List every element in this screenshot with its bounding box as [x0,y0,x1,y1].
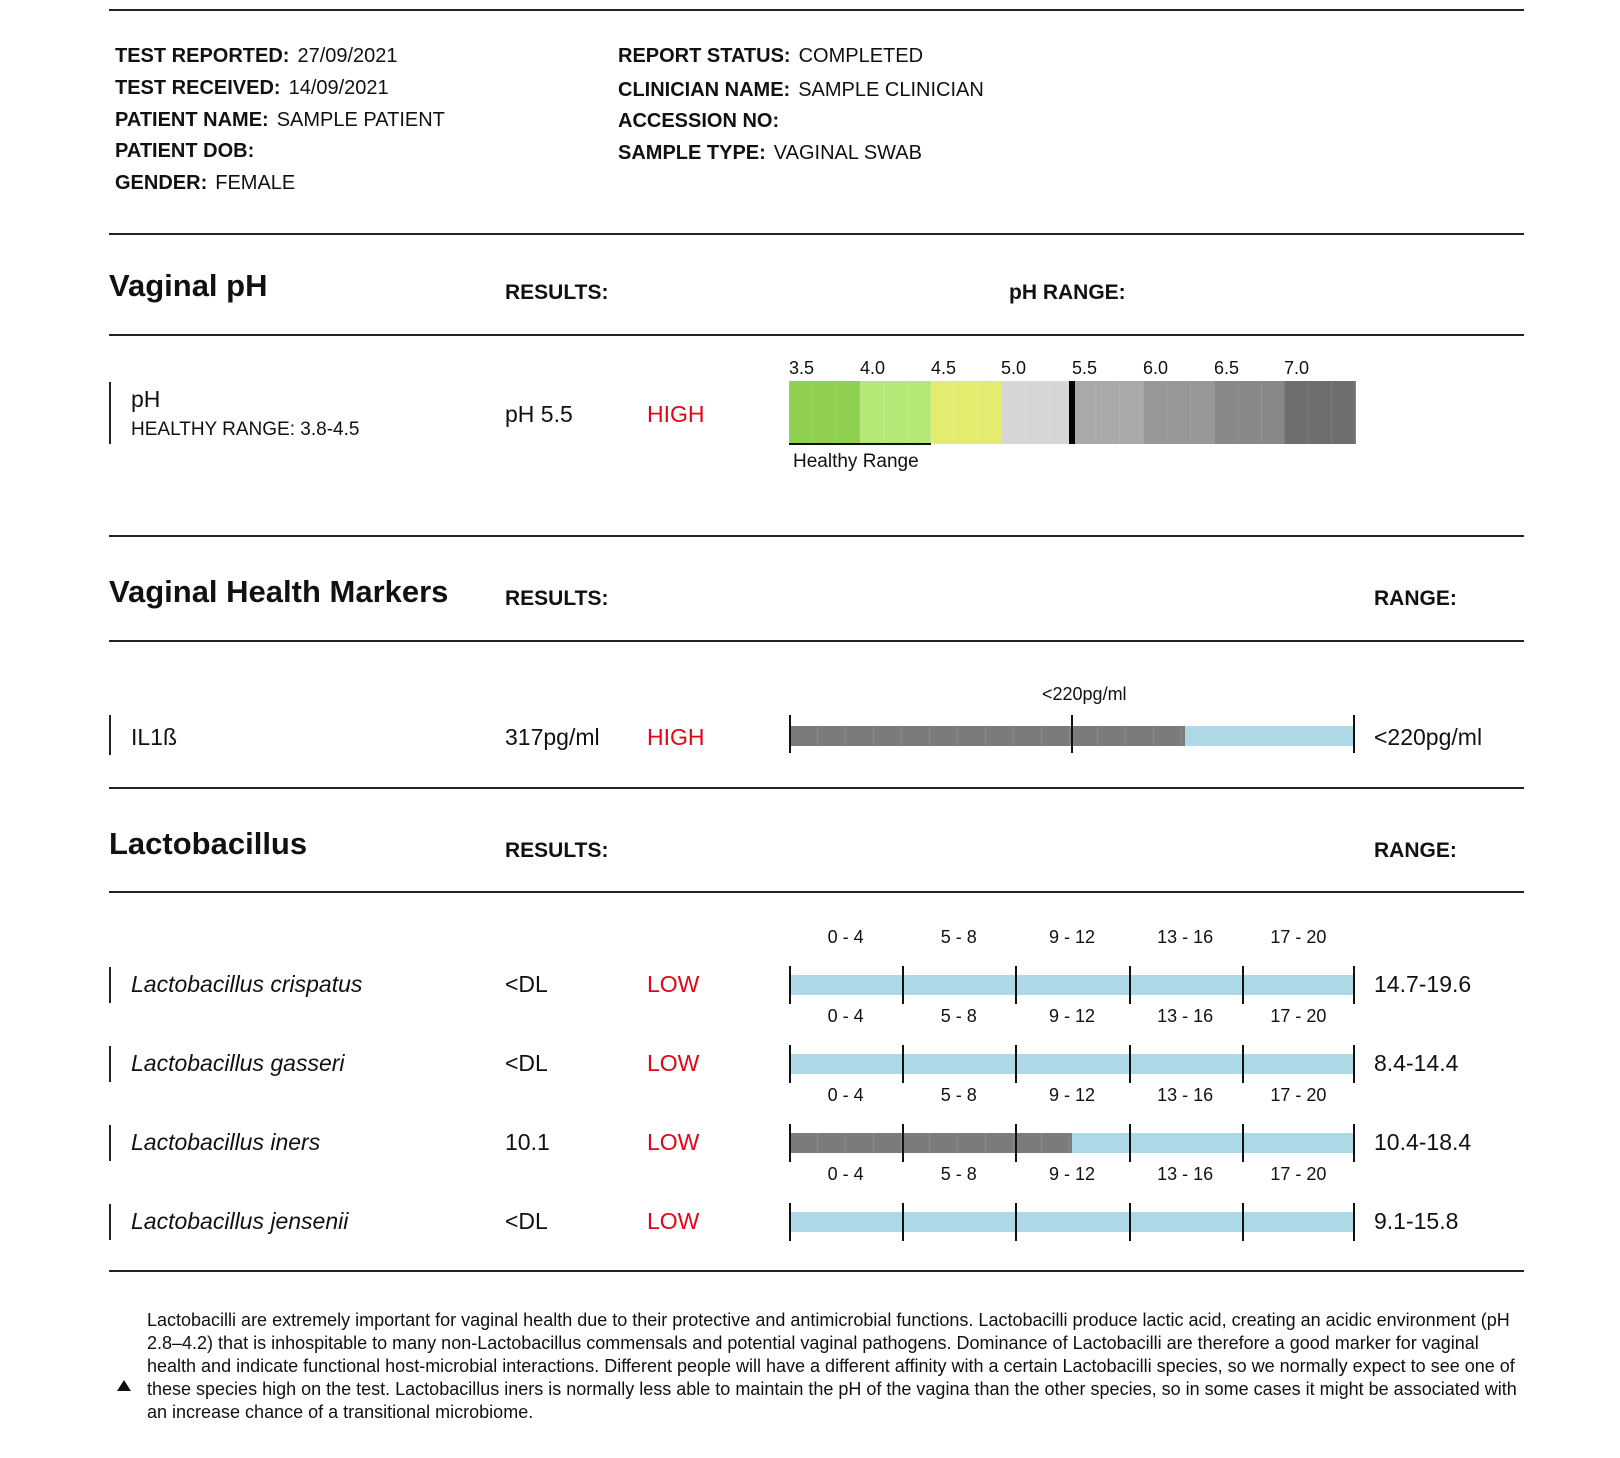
lacto-scale-label: 0 - 4 [827,1006,864,1026]
il1b-result-status: HIGH [647,724,705,750]
test-reported: TEST REPORTED: 27/09/2021 [115,45,398,67]
lacto-scale-tick [1129,1124,1131,1162]
sample-type: SAMPLE TYPE: VAGINAL SWAB [618,142,922,164]
lacto-scale-tick [1129,966,1131,1004]
lacto-scale-tick [1242,1045,1244,1083]
il1b-scale [789,715,1355,755]
ph-section-divider [109,334,1524,336]
markers-range-heading: RANGE: [1374,587,1457,610]
lacto-result-status: LOW [647,971,700,997]
ph-color-scale [789,381,1355,444]
lacto-scale-tick [1353,1203,1355,1241]
gender: GENDER: FEMALE [115,172,296,194]
lacto-scale-label: 13 - 16 [1157,1164,1214,1184]
ph-row-bar [109,382,111,444]
lacto-scale-label: 13 - 16 [1157,1085,1214,1105]
top-divider [109,9,1524,11]
lacto-scale-tick [1242,966,1244,1004]
lacto-scale-track [789,1212,1355,1232]
lacto-scale-tick [1242,1203,1244,1241]
lacto-scale-label: 9 - 12 [1048,1006,1095,1026]
lacto-scale-track [789,975,1355,995]
ph-scale-label: 7.0 [1284,358,1310,378]
lacto-scale-label: 0 - 4 [827,1164,864,1184]
lacto-scale-tick [1242,1124,1244,1162]
ph-scale-label: 3.5 [789,358,815,378]
lacto-scale-label: 13 - 16 [1157,927,1214,947]
lacto-scale-label: 5 - 8 [940,927,977,947]
ph-scale-segment [931,381,1002,444]
ph-scale-label: 5.5 [1072,358,1098,378]
lacto-scale-label: 17 - 20 [1270,1006,1327,1026]
ph-healthy-range-label: Healthy Range [793,451,919,472]
patient-name: PATIENT NAME: SAMPLE PATIENT [115,109,445,131]
lacto-scale-label: 9 - 12 [1048,927,1095,947]
lacto-scale-tick [1015,1124,1017,1162]
il1b-scale-fill [789,726,1185,746]
markers-bottom-divider [109,787,1524,789]
il1b-scale-start-tick [789,715,791,753]
ph-scale-label: 4.0 [860,358,886,378]
il1b-threshold-tick [1071,715,1073,753]
ph-scale-segment [1284,381,1355,444]
lacto-scale-tick [902,966,904,1004]
lacto-result-status: LOW [647,1129,700,1155]
lacto-result-value: <DL [505,971,548,997]
lacto-scale-tick [1353,1124,1355,1162]
il1b-row-bar [109,715,111,755]
lacto-scale-tick [902,1203,904,1241]
lacto-scale-tick [789,1124,791,1162]
lacto-scale-label: 17 - 20 [1270,927,1327,947]
lacto-section-title: Lactobacillus [109,826,308,861]
lacto-section-divider [109,891,1524,893]
lacto-scale-label: 0 - 4 [827,927,864,947]
lacto-row-name: Lactobacillus jensenii [131,1208,349,1234]
lacto-scale-label: 5 - 8 [940,1085,977,1105]
il1b-range: <220pg/ml [1374,724,1483,750]
lacto-scale-tick [902,1124,904,1162]
lacto-scale-tick [902,1045,904,1083]
header-divider [109,233,1524,235]
clinician-name: CLINICIAN NAME: SAMPLE CLINICIAN [618,79,984,101]
markers-section-divider [109,640,1524,642]
ph-scale-segment [1001,381,1072,444]
lacto-scale-tick [1015,966,1017,1004]
il1b-threshold-label: <220pg/ml [1042,684,1127,704]
lacto-range: 14.7-19.6 [1374,971,1472,997]
lacto-scale-tick [1015,1045,1017,1083]
lacto-scale-tick [789,1045,791,1083]
lacto-results-heading: RESULTS: [505,839,609,862]
ph-healthy-range-underline [789,443,931,445]
lacto-scale-tick [1129,1203,1131,1241]
lacto-scale-track [789,1054,1355,1074]
lacto-scale-label: 17 - 20 [1270,1085,1327,1105]
lacto-range: 9.1-15.8 [1374,1208,1459,1234]
test-received: TEST RECEIVED: 14/09/2021 [115,77,389,99]
ph-scale-segment [860,381,931,444]
il1b-row-name: IL1ß [131,724,178,750]
lacto-result-status: LOW [647,1050,700,1076]
lacto-range: 8.4-14.4 [1374,1050,1459,1076]
ph-result-value: pH 5.5 [505,401,573,427]
ph-range-heading: pH RANGE: [1009,281,1126,304]
lacto-scale-tick [1353,1045,1355,1083]
lacto-row-name: Lactobacillus gasseri [131,1050,345,1076]
ph-scale-label: 6.5 [1214,358,1240,378]
lacto-scale-label: 13 - 16 [1157,1006,1214,1026]
lacto-scale-label: 0 - 4 [827,1085,864,1105]
il1b-result-value: 317pg/ml [505,724,600,750]
ph-scale-label: 5.0 [1001,358,1027,378]
patient-dob: PATIENT DOB: [115,140,255,162]
ph-scale-label: 6.0 [1143,358,1169,378]
lacto-scale-label: 9 - 12 [1048,1085,1095,1105]
ph-scale-segment [789,381,860,444]
markers-results-heading: RESULTS: [505,587,609,610]
lacto-scale-label: 17 - 20 [1270,1164,1327,1184]
footnote-text: Lactobacilli are extremely important for vaginal health due to their protective and antimicrobial functions. Lactobacilli produce lactic acid, creating an acidic environment (pH 2.8–4.2) that is inhospitable to many non-Lactobacillus commensals and potential vaginal pathogens. Dominance of Lactobacilli are therefore a good marker for vaginal health and indicate functional host-microbial interactions. Different people will have a different affinity with a certain Lactobacilli species, so we normally expect to see one of these species high on the test. Lactobacillus iners is normally less able to maintain the pH of the vagina than the other species, so in some cases it might be associated with an increase chance of a transitional microbiome. [147,1310,1517,1422]
accession-no: ACCESSION NO: [618,110,780,132]
lacto-scale-label: 5 - 8 [940,1164,977,1184]
ph-result-marker [1069,381,1075,444]
lacto-row-bar [109,1046,111,1082]
ph-results-heading: RESULTS: [505,281,609,304]
il1b-scale-end-tick [1353,715,1355,753]
lacto-row-name: Lactobacillus crispatus [131,971,363,997]
lacto-result-value: <DL [505,1050,548,1076]
lacto-result-status: LOW [647,1208,700,1234]
lacto-scale-track [789,1133,1355,1153]
ph-scale-label: 4.5 [931,358,957,378]
ph-scale-segment [1143,381,1214,444]
lacto-scale-tick [789,1203,791,1241]
lacto-bottom-divider [109,1270,1524,1272]
lacto-row-bar [109,1204,111,1240]
ph-section-title: Vaginal pH [109,268,268,303]
lacto-scale-tick [789,966,791,1004]
lacto-scale-label: 5 - 8 [940,1006,977,1026]
lacto-range-heading: RANGE: [1374,839,1457,862]
ph-result-status: HIGH [647,401,705,427]
lacto-scale-tick [1015,1203,1017,1241]
lacto-scale-fill [789,1133,1072,1153]
lacto-scale-label: 9 - 12 [1048,1164,1095,1184]
lacto-row-bar [109,1125,111,1161]
ph-bottom-divider [109,535,1524,537]
ph-scale-segment [1214,381,1285,444]
lacto-scale-tick [1353,966,1355,1004]
lacto-row-bar [109,967,111,1003]
report-status: REPORT STATUS: COMPLETED [618,45,924,67]
lacto-result-value: <DL [505,1208,548,1234]
lacto-result-value: 10.1 [505,1129,550,1155]
ph-healthy-range-text: HEALTHY RANGE: 3.8-4.5 [131,419,360,440]
lacto-scale-tick [1129,1045,1131,1083]
ph-scale-segment [1072,381,1143,444]
lacto-range: 10.4-18.4 [1374,1129,1472,1155]
ph-row-name: pH [131,386,161,412]
triangle-up-icon [117,1380,131,1391]
markers-section-title: Vaginal Health Markers [109,574,449,609]
lacto-row-name: Lactobacillus iners [131,1129,321,1155]
